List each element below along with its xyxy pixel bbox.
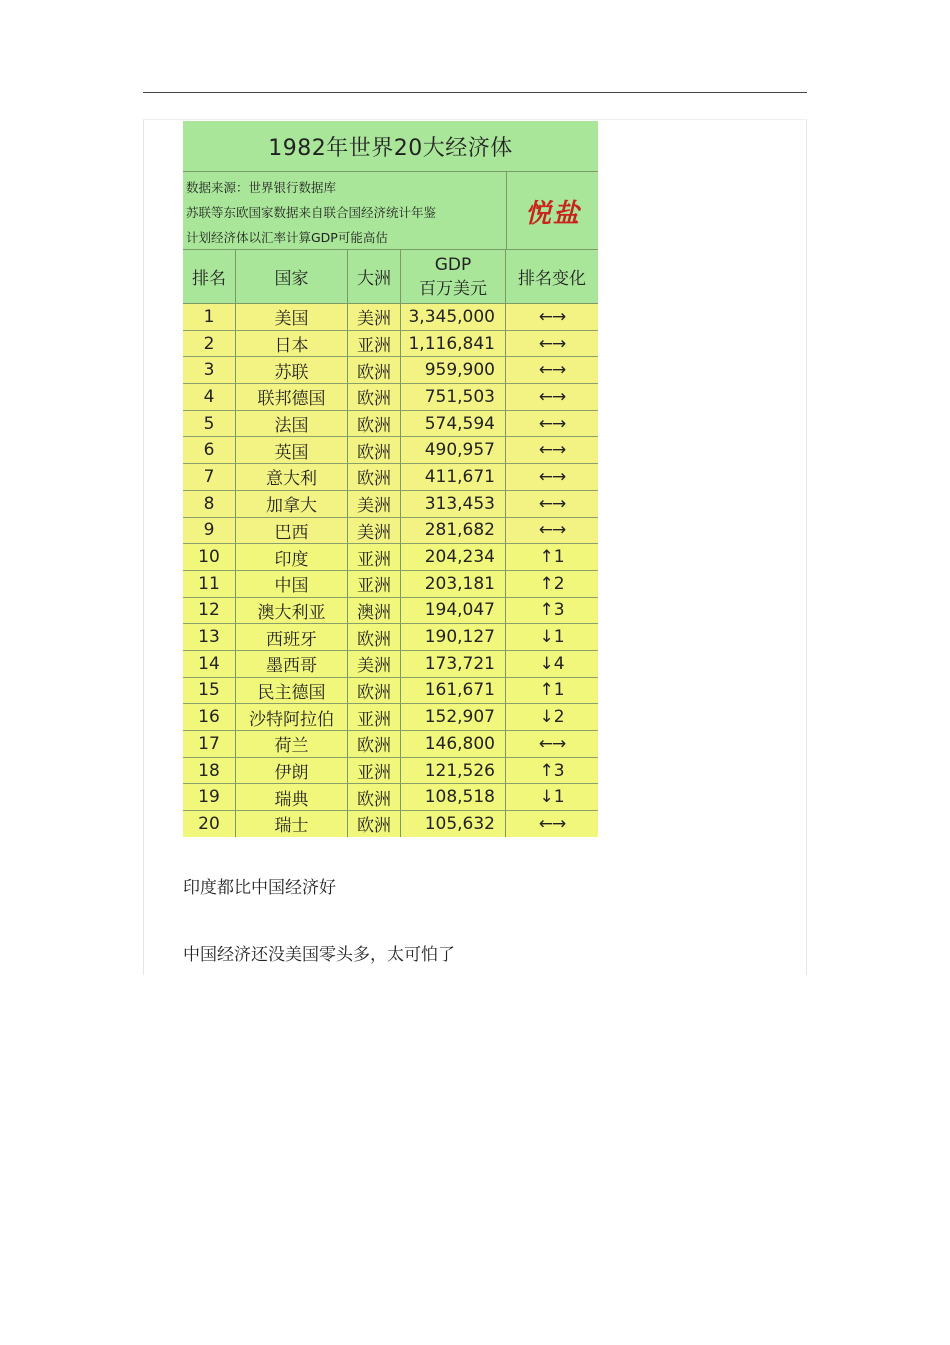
continent-cell: 澳洲 xyxy=(348,598,401,624)
author-stamp: 悦盐 xyxy=(524,198,581,229)
rank-change-cell: ←→ xyxy=(538,813,566,834)
source-line: 苏联等东欧国家数据来自联合国经济统计年鉴 xyxy=(186,205,437,220)
rank-cell: 2 xyxy=(183,331,236,357)
country-cell: 法国 xyxy=(236,411,348,437)
rank-cell: 8 xyxy=(183,491,236,517)
rank-change-cell: ↓2 xyxy=(539,707,565,728)
rank-change-cell: ↑1 xyxy=(539,547,565,568)
table-row xyxy=(183,357,598,384)
table-title: 1982年世界20大经济体 xyxy=(183,121,598,172)
rank-change-cell: ↑3 xyxy=(539,760,565,781)
gdp-cell: 121,526 xyxy=(401,758,506,784)
gdp-table-image xyxy=(183,121,598,837)
country-cell: 澳大利亚 xyxy=(236,598,348,624)
country-cell: 荷兰 xyxy=(236,731,348,757)
table-body xyxy=(183,304,598,837)
top-rule xyxy=(143,92,807,93)
gdp-cell: 190,127 xyxy=(401,624,506,650)
table-row xyxy=(183,464,598,491)
gdp-cell: 313,453 xyxy=(401,491,506,517)
gdp-cell: 173,721 xyxy=(401,651,506,677)
rank-cell: 5 xyxy=(183,411,236,437)
rank-cell: 4 xyxy=(183,384,236,410)
gdp-cell: 203,181 xyxy=(401,571,506,597)
rank-change-cell: ↑3 xyxy=(539,600,565,621)
rank-change-cell: ←→ xyxy=(538,413,566,434)
header-change: 排名变化 xyxy=(518,269,586,289)
continent-cell: 亚洲 xyxy=(348,331,401,357)
continent-cell: 美洲 xyxy=(348,491,401,517)
gdp-cell: 1,116,841 xyxy=(401,331,506,357)
gdp-cell: 281,682 xyxy=(401,518,506,544)
table-row xyxy=(183,704,598,731)
country-cell: 巴西 xyxy=(236,518,348,544)
rank-cell: 14 xyxy=(183,651,236,677)
continent-cell: 美洲 xyxy=(348,651,401,677)
rank-change-cell: ←→ xyxy=(538,440,566,461)
rank-cell: 11 xyxy=(183,571,236,597)
country-cell: 英国 xyxy=(236,437,348,463)
header-gdp xyxy=(401,250,506,303)
rank-cell: 19 xyxy=(183,784,236,810)
rank-cell: 13 xyxy=(183,624,236,650)
rank-change-cell: ←→ xyxy=(538,520,566,541)
rank-cell: 17 xyxy=(183,731,236,757)
gdp-cell: 204,234 xyxy=(401,544,506,570)
header-continent: 大洲 xyxy=(348,250,401,303)
gdp-cell: 108,518 xyxy=(401,784,506,810)
rank-change-cell: ←→ xyxy=(538,493,566,514)
country-cell: 瑞典 xyxy=(236,784,348,810)
rank-change-cell: ←→ xyxy=(538,306,566,327)
continent-cell: 欧洲 xyxy=(348,811,401,837)
gdp-cell: 146,800 xyxy=(401,731,506,757)
continent-cell: 欧洲 xyxy=(348,411,401,437)
continent-cell: 美洲 xyxy=(348,304,401,330)
rank-change-cell: ←→ xyxy=(538,466,566,487)
header-country: 国家 xyxy=(236,250,348,303)
country-cell: 瑞士 xyxy=(236,811,348,837)
rank-change-cell: ↑2 xyxy=(539,573,565,594)
continent-cell: 欧洲 xyxy=(348,678,401,704)
continent-cell: 欧洲 xyxy=(348,464,401,490)
rank-cell: 10 xyxy=(183,544,236,570)
rank-change-cell: ↓1 xyxy=(539,627,565,648)
table-row xyxy=(183,331,598,358)
rank-cell: 9 xyxy=(183,518,236,544)
table-row xyxy=(183,491,598,518)
gdp-cell: 959,900 xyxy=(401,357,506,383)
continent-cell: 亚洲 xyxy=(348,704,401,730)
header-rank: 排名 xyxy=(183,250,236,303)
caption-text: 印度都比中国经济好 xyxy=(183,878,336,898)
continent-cell: 欧洲 xyxy=(348,384,401,410)
rank-change-cell: ↓4 xyxy=(539,653,565,674)
table-row xyxy=(183,518,598,545)
continent-cell: 美洲 xyxy=(348,518,401,544)
source-notes xyxy=(183,172,598,250)
continent-cell: 欧洲 xyxy=(348,437,401,463)
rank-cell: 3 xyxy=(183,357,236,383)
header-gdp-label: GDP xyxy=(434,254,472,275)
rank-cell: 16 xyxy=(183,704,236,730)
table-row xyxy=(183,651,598,678)
rank-cell: 7 xyxy=(183,464,236,490)
continent-cell: 欧洲 xyxy=(348,784,401,810)
rank-change-cell: ←→ xyxy=(538,333,566,354)
rank-cell: 1 xyxy=(183,304,236,330)
rank-cell: 20 xyxy=(183,811,236,837)
rank-change-cell: ↓1 xyxy=(539,787,565,808)
table-row xyxy=(183,784,598,811)
continent-cell: 欧洲 xyxy=(348,624,401,650)
table-row xyxy=(183,678,598,705)
gdp-cell: 161,671 xyxy=(401,678,506,704)
table-row xyxy=(183,811,598,837)
country-cell: 民主德国 xyxy=(236,678,348,704)
table-row xyxy=(183,624,598,651)
table-row xyxy=(183,758,598,785)
table-row xyxy=(183,544,598,571)
gdp-cell: 490,957 xyxy=(401,437,506,463)
gdp-cell: 411,671 xyxy=(401,464,506,490)
caption-text: 中国经济还没美国零头多，太可怕了 xyxy=(183,945,455,965)
continent-cell: 欧洲 xyxy=(348,731,401,757)
country-cell: 加拿大 xyxy=(236,491,348,517)
table-row xyxy=(183,384,598,411)
table-row xyxy=(183,411,598,438)
country-cell: 意大利 xyxy=(236,464,348,490)
country-cell: 墨西哥 xyxy=(236,651,348,677)
continent-cell: 亚洲 xyxy=(348,544,401,570)
source-line: 数据来源：世界银行数据库 xyxy=(186,180,337,195)
table-header-row xyxy=(183,250,598,304)
country-cell: 美国 xyxy=(236,304,348,330)
country-cell: 苏联 xyxy=(236,357,348,383)
rank-change-cell: ←→ xyxy=(538,386,566,407)
rank-cell: 6 xyxy=(183,437,236,463)
table-row xyxy=(183,731,598,758)
gdp-cell: 574,594 xyxy=(401,411,506,437)
source-line: 计划经济体以汇率计算GDP可能高估 xyxy=(186,230,388,245)
table-row xyxy=(183,437,598,464)
gdp-cell: 152,907 xyxy=(401,704,506,730)
rank-cell: 18 xyxy=(183,758,236,784)
country-cell: 联邦德国 xyxy=(236,384,348,410)
rank-cell: 15 xyxy=(183,678,236,704)
table-row xyxy=(183,304,598,331)
continent-cell: 亚洲 xyxy=(348,571,401,597)
continent-cell: 欧洲 xyxy=(348,357,401,383)
country-cell: 中国 xyxy=(236,571,348,597)
gdp-cell: 751,503 xyxy=(401,384,506,410)
table-row xyxy=(183,571,598,598)
gdp-cell: 194,047 xyxy=(401,598,506,624)
gdp-cell: 3,345,000 xyxy=(401,304,506,330)
rank-change-cell: ←→ xyxy=(538,733,566,754)
rank-change-cell: ↑1 xyxy=(539,680,565,701)
table-row xyxy=(183,598,598,625)
country-cell: 日本 xyxy=(236,331,348,357)
header-gdp-unit: 百万美元 xyxy=(419,278,487,299)
rank-change-cell: ←→ xyxy=(538,360,566,381)
country-cell: 沙特阿拉伯 xyxy=(236,704,348,730)
country-cell: 西班牙 xyxy=(236,624,348,650)
country-cell: 伊朗 xyxy=(236,758,348,784)
continent-cell: 亚洲 xyxy=(348,758,401,784)
rank-cell: 12 xyxy=(183,598,236,624)
gdp-cell: 105,632 xyxy=(401,811,506,837)
country-cell: 印度 xyxy=(236,544,348,570)
